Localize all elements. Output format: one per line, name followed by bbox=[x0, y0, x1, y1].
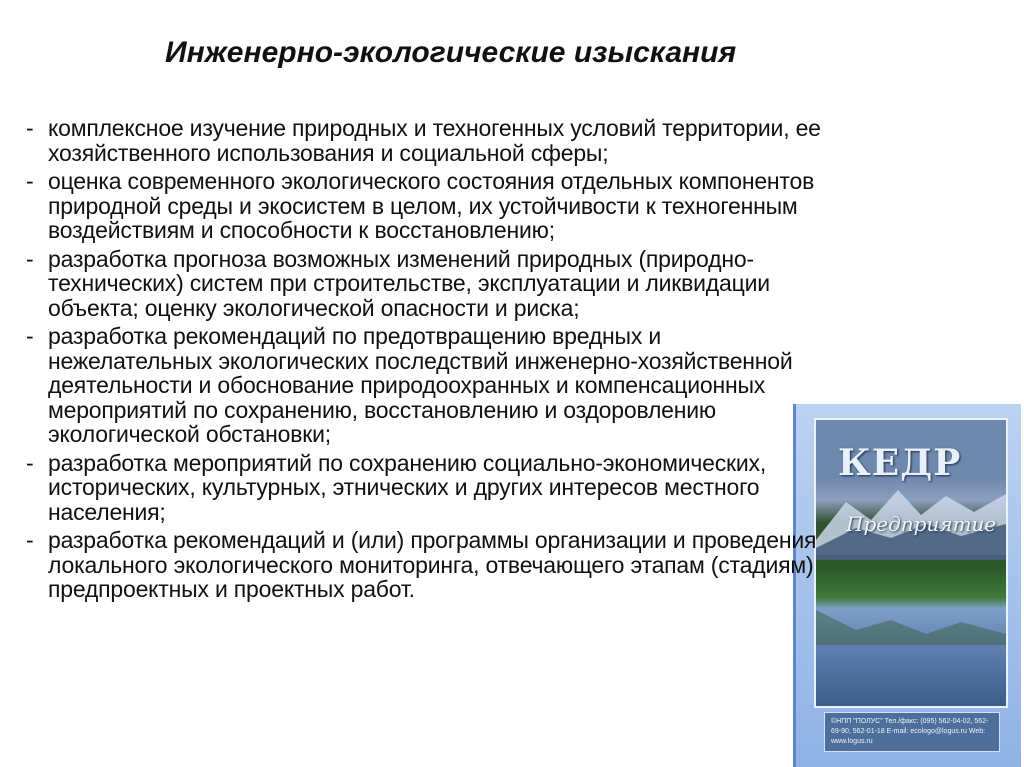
page-title: Инженерно-экологические изыскания bbox=[165, 36, 737, 69]
list-item bbox=[24, 324, 824, 447]
list-item-text: оценка современного экологического состояния отдельных компонентов природной среды и экосистем в целом, их устойчивости к техногенным воздействиям и способности к восстановлению; bbox=[48, 168, 815, 243]
cover-subtitle: Предприятие bbox=[846, 512, 997, 536]
list-item bbox=[24, 528, 824, 602]
list-item bbox=[24, 116, 824, 165]
bullet-dash: - bbox=[26, 115, 34, 141]
list-item bbox=[24, 247, 824, 321]
list-item-text: разработка рекомендаций и (или) программы организации и проведения локального экологического мониторинга, отвечающего этапам (стадиям) предпроектных и проектных работ. bbox=[48, 527, 817, 602]
cover-photo-frame bbox=[814, 418, 1008, 708]
list-item bbox=[24, 451, 824, 525]
list-item-text: разработка прогноза возможных изменений природных (природно- технических) систем при строительстве, эксплуатации и ликвидации объекта; оценку экологической опасности и риска; bbox=[48, 245, 770, 321]
cover-title: КЕДР bbox=[838, 442, 962, 484]
bullet-dash: - bbox=[26, 168, 34, 194]
list-item bbox=[24, 169, 824, 243]
list-item-text: комплексное изучение природных и техногенных условий территории, ее хозяйственного использования и социальной сферы; bbox=[48, 115, 821, 166]
list-item-text: разработка рекомендаций по предотвращению вредных и нежелательных экологических последствий инженерно-хозяйственной деятельности и обоснование природоохранных и компенсационных мероприятий по сохранению, восстановлению и оздоровлению экологической обстановки; bbox=[48, 323, 793, 447]
bullet-dash: - bbox=[26, 245, 34, 272]
bullet-list bbox=[24, 116, 824, 606]
bullet-dash: - bbox=[26, 323, 34, 349]
list-item-text: разработка мероприятий по сохранению социально-экономических, исторических, культурных, этнических и других интересов местного населения; bbox=[48, 449, 767, 525]
bullet-dash: - bbox=[26, 449, 34, 476]
bullet-dash: - bbox=[26, 527, 34, 553]
booklet-cover-image bbox=[793, 404, 1021, 767]
cover-contact-info: ©НПП "ПОЛУС" Тел./факс: (095) 562-04-02, 562-69-90, 562-01-18 E-mail: ecologo@logus.ru Web: www.logus.ru bbox=[824, 712, 1000, 752]
